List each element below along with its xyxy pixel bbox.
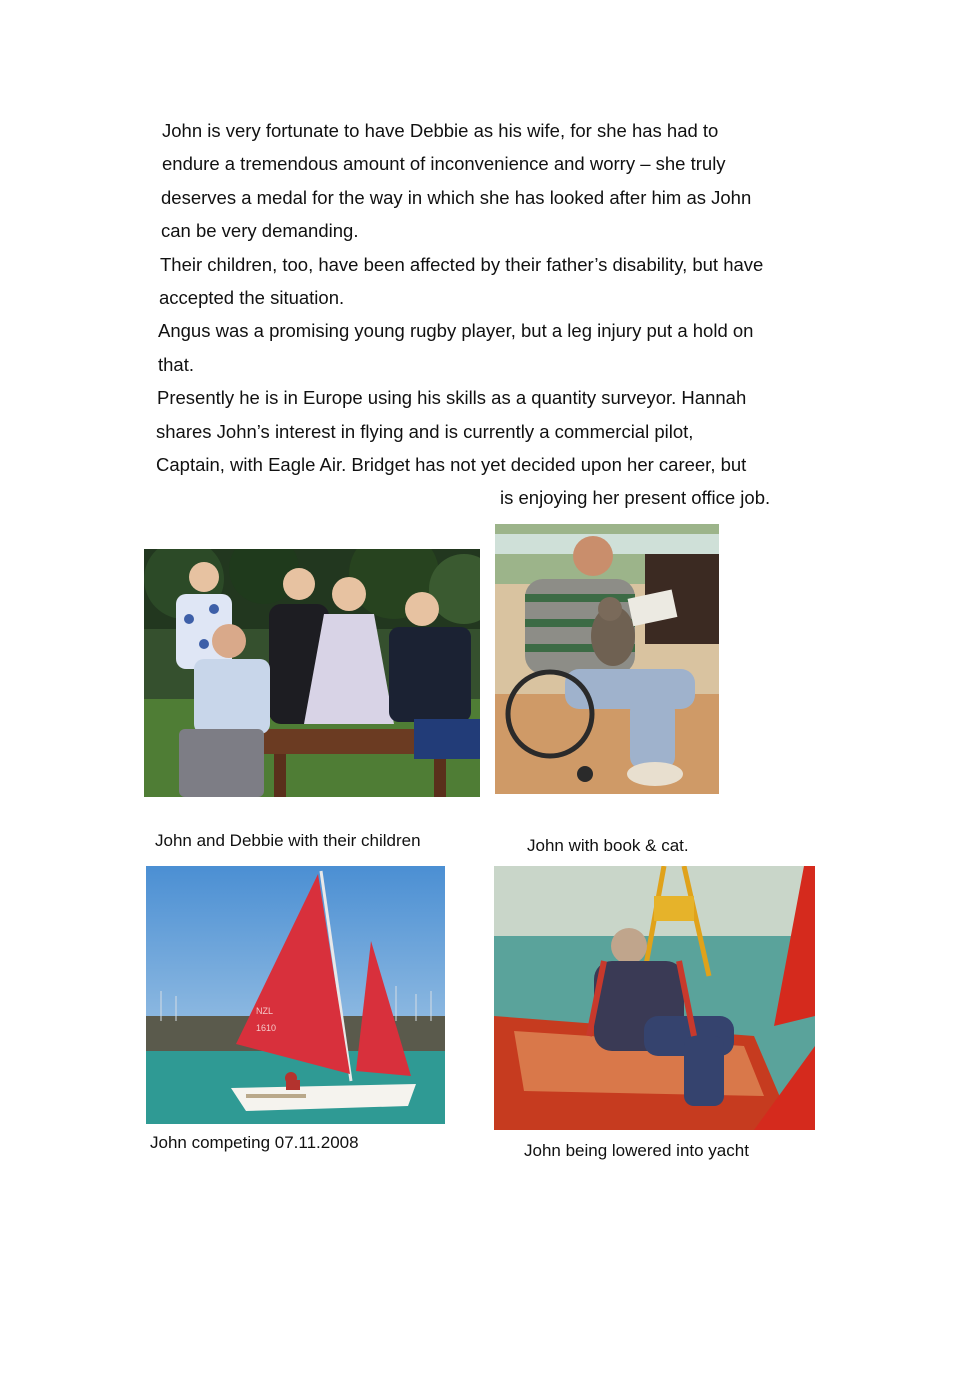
text-line: John is very fortunate to have Debbie as his wife, for she has had to (162, 120, 719, 141)
sail-number-country: NZL (256, 1006, 274, 1016)
text-line: Their children, too, have been affected by their father’s disability, but have (160, 253, 764, 275)
wheelchair-cat-photo (495, 524, 719, 794)
caption-lowered: John being lowered into yacht (524, 1141, 749, 1160)
text-line: endure a tremendous amount of inconvenience and worry – she truly (162, 153, 726, 175)
sail-number: 1610 (256, 1023, 277, 1033)
family-photo (144, 549, 480, 797)
sailing-photo (146, 866, 445, 1124)
body-text (156, 114, 861, 515)
text-line: shares John’s interest in flying and is currently a commercial pilot, (156, 420, 694, 442)
caption-family: John and Debbie with their children (155, 831, 421, 850)
text-line: Captain, with Eagle Air. Bridget has not yet decided upon her career, but (156, 454, 747, 476)
caption-competing: John competing 07.11.2008 (150, 1133, 359, 1152)
text-line: accepted the situation. (159, 287, 345, 309)
text-line: is enjoying her present office job. (500, 487, 771, 509)
text-line: deserves a medal for the way in which she has looked after him as John (161, 186, 752, 208)
text-line: can be very demanding. (161, 220, 359, 242)
text-line: Angus was a promising young rugby player, but a leg injury put a hold on (158, 320, 754, 342)
text-line: Presently he is in Europe using his skills as a quantity surveyor. Hannah (157, 387, 747, 409)
text-line: that. (158, 353, 194, 375)
lowering-photo (494, 866, 815, 1130)
caption-book-cat: John with book & cat. (527, 836, 689, 855)
